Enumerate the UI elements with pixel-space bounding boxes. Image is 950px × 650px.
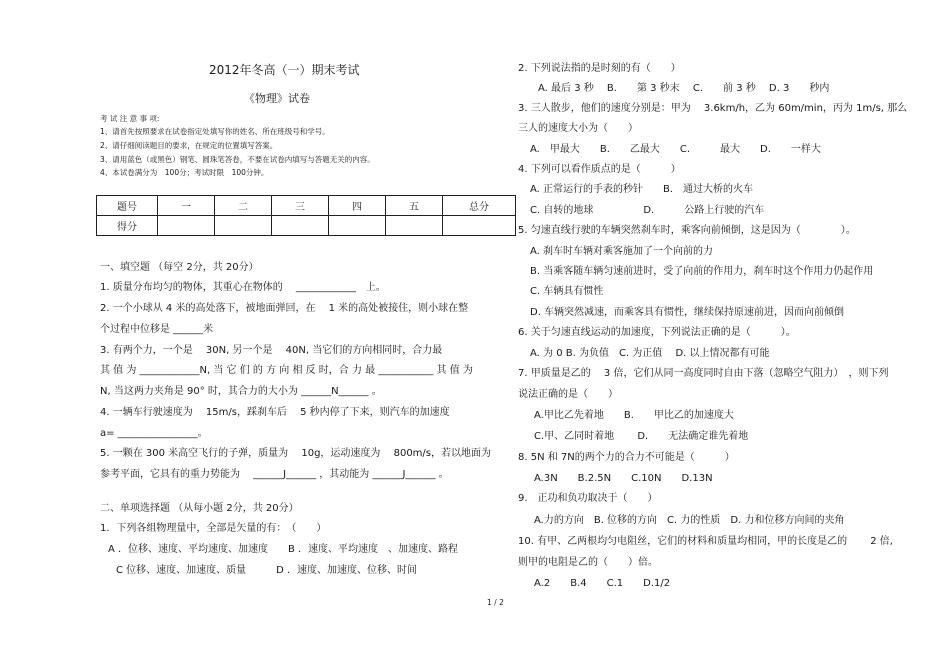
score-header-cell: 一: [158, 196, 215, 216]
fill-line: 其 值 为 ____________N, 当 它 们 的 方 向 相 反 时，合 力 最 ___________ 其 值 为: [100, 365, 473, 376]
question-1-options: C 位移、速度、加速度、质量 D ．速度、加速度、位移、时间: [116, 565, 418, 576]
fill-line: 4. 一辆车行驶速度为 15m/s，踩刹车后 5 秒内停了下来，则汽车的加速度: [100, 407, 450, 418]
exam-subtitle: 《物理》试卷: [244, 92, 310, 105]
right-line: 9. 正功和负功取决于（ ）: [518, 493, 658, 504]
right-line: A. 刹车时车辆对乘客施加了一个向前的力: [530, 246, 714, 257]
note-item: 4、本试卷满分为 100分；考试时限 100分钟。: [100, 168, 269, 177]
section1-heading: 一、填空题 （每空 2分，共 20分）: [100, 262, 259, 273]
score-header-cell: 总分: [443, 196, 516, 216]
score-cell[interactable]: [443, 216, 516, 236]
score-table-score-row: [97, 216, 516, 236]
right-line: 2. 下列说法指的是时刻的有（ ）: [518, 63, 681, 74]
fill-line: 个过程中位移是 ______米: [100, 324, 214, 335]
right-line: 三人的速度大小为（ ）: [518, 123, 638, 134]
score-cell[interactable]: [158, 216, 215, 236]
page-number: 1 / 2: [487, 598, 504, 607]
right-line: 8. 5N 和 7N的两个力的合力不可能是（ ）: [518, 452, 735, 463]
section2-heading: 二、单项选择题 （从每小题 2分，共 20分）: [100, 503, 299, 514]
right-line: 5. 匀速直线行驶的车辆突然刹车时，乘客向前倾倒，这是因为（ ）。: [518, 225, 856, 236]
right-line: A.甲比乙先着地 B. 甲比乙的加速度大: [534, 410, 734, 421]
note-item: 2、请仔细阅读题目的要求，在规定的位置填写答案。: [100, 141, 278, 150]
right-line: 6. 关于匀速直线运动的加速度，下列说法正确的是（ ）。: [518, 327, 796, 338]
fill-line: 1. 质量分布均匀的物体，其重心在物体的 ____________ 上。: [100, 282, 386, 293]
fill-line: 参考平面，它具有的重力势能为 ______J______ ，其动能为 ______J______ 。: [100, 469, 449, 480]
note-item: 3、请用蓝色（或黑色）钢笔、圆珠笔答卷，不要在试卷内填写与答题无关的内容。: [100, 155, 375, 164]
score-cell[interactable]: [215, 216, 272, 236]
right-line: D. 车辆突然减速，而乘客具有惯性，继续保持原速前进，因而向前倾倒: [530, 307, 845, 318]
right-line: 3. 三人散步，他们的速度分别是：甲为 3.6km/h，乙为 60m/min，丙为 1m/s, 那么: [518, 103, 908, 114]
fill-line: N, 当这两力夹角是 90° 时，其合力的大小为 ______N______ 。: [100, 386, 382, 397]
score-header-cell: 二: [215, 196, 272, 216]
right-line: A. 最后 3 秒 B. 第 3 秒末 C. 前 3 秒 D. 3 秒内: [538, 83, 830, 94]
right-line: A.3N B.2.5N C.10N D.13N: [534, 473, 713, 484]
score-header-cell: 三: [272, 196, 329, 216]
question-1-options: A ．位移、速度、平均速度、加速度 B ．速度、平均速度 、加速度、路程: [108, 544, 459, 555]
exam-title: 2012年冬高（一）期末考试: [209, 63, 360, 77]
right-line: A.2 B.4 C.1 D.1/2: [534, 578, 671, 589]
score-row-label: 得分: [97, 216, 158, 236]
question-1: 1．下列各组物理量中，全部是矢量的有： （ ）: [100, 523, 327, 534]
right-line: 4. 下列可以看作质点的是（ ）: [518, 164, 681, 175]
right-line: 7. 甲质量是乙的 3 倍，它们从同一高度同时自由下落（忽略空气阻力） ，则下列: [518, 368, 889, 379]
score-header-cell: 题号: [97, 196, 158, 216]
fill-line: 2. 一个小球从 4 米的高处落下，被地面弹回，在 1 米的高处被接住，则小球在整: [100, 303, 469, 314]
score-table-header-row: [97, 196, 516, 216]
notes-heading: 考 试 注 意 事 项:: [100, 114, 160, 123]
right-line: B. 当乘客随车辆匀速前进时，受了向前的作用力，刹车时这个作用力仍起作用: [530, 266, 874, 277]
fill-line: 5. 一颗在 300 米高空飞行的子弹，质量为 10g，运动速度为 800m/s，若以地面为: [100, 448, 492, 459]
right-line: C. 自转的地球 D. 公路上行驶的汽车: [530, 205, 765, 216]
score-cell[interactable]: [386, 216, 443, 236]
right-line: 说法正确的是（ ）: [518, 389, 618, 400]
right-line: A. 甲最大 B. 乙最大 C. 最大 D. 一样大: [530, 144, 821, 155]
right-line: C.甲、乙同时着地 D. 无法确定谁先着地: [534, 431, 749, 442]
score-header-cell: 五: [386, 196, 443, 216]
right-line: C. 车辆具有惯性: [530, 286, 604, 297]
fill-line: a= ________________。: [100, 428, 208, 439]
fill-line: 3. 有两个力，一个是 30N, 另一个是 40N, 当它们的方向相同时，合力最: [100, 345, 443, 356]
right-line: 10. 有甲、乙两根均匀电阻丝，它们的材料和质量均相同，甲的长度是乙的 2 倍,: [518, 536, 893, 547]
right-line: 则甲的电阻是乙的（ ）倍。: [518, 557, 658, 568]
right-line: A.力的方向 B. 位移的方向 C. 力的性质 D. 力和位移方向间的夹角: [534, 515, 845, 526]
score-header-cell: 四: [329, 196, 386, 216]
score-table: [96, 195, 516, 236]
right-line: A. 正常运行的手表的秒针 B. 通过大桥的火车: [530, 184, 754, 195]
score-cell[interactable]: [329, 216, 386, 236]
right-line: A. 为 0 B. 为负值 C. 为正值 D. 以上情况都有可能: [530, 348, 770, 359]
score-cell[interactable]: [272, 216, 329, 236]
note-item: 1、请首先按照要求在试卷指定处填写你的姓名、所在班级号和学号。: [100, 127, 330, 136]
